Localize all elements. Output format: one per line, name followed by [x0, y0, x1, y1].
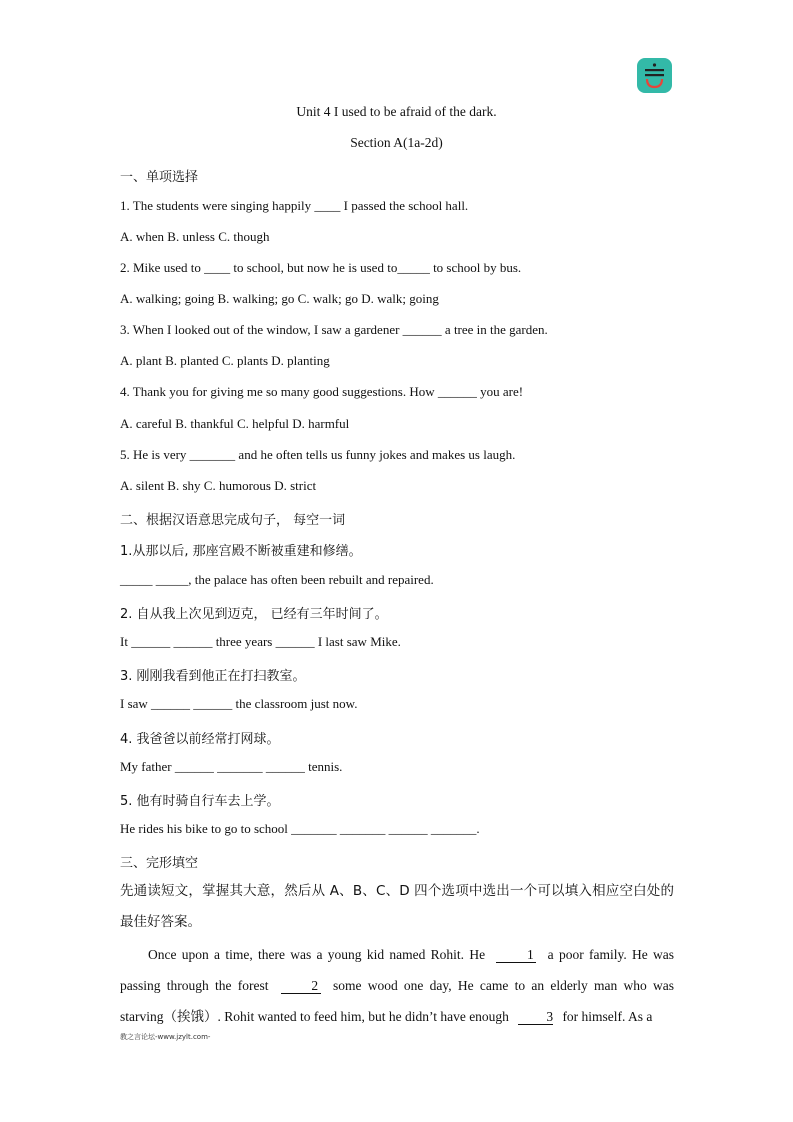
page-subtitle: Section A(1a-2d)	[350, 135, 443, 150]
section-heading-2: 二、根据汉语意思完成句子， 每空一词	[120, 513, 346, 528]
cloze-passage	[120, 939, 674, 1032]
options-2: A. walking; going B. walking; go C. walk; go D. walk; going	[120, 291, 439, 306]
passage-text-3: some wood one day, He came to an elderly man who was starving（挨饿）. Rohit wanted to feed him, but he didn’t have enough	[120, 978, 675, 1024]
section-heading-3: 三、完形填空	[120, 856, 199, 871]
options-5: A. silent B. shy C. humorous D. strict	[120, 478, 317, 493]
passage-text-2: a poor family. He was passing through the forest	[120, 947, 675, 993]
section-heading-1: 一、单项选择	[120, 170, 199, 185]
question-3: 3. When I looked out of the window, I saw a gardener ______ a tree in the garden.	[120, 322, 548, 337]
translation-4-en: My father ______ _______ ______ tennis.	[120, 759, 343, 774]
translation-3-en: I saw ______ ______ the classroom just now.	[120, 696, 358, 711]
question-2: 2. Mike used to ____ to school, but now he is used to_____ to school by bus.	[120, 260, 522, 275]
footer-watermark: 教之言论坛-www.jzylt.com-	[120, 1033, 211, 1041]
translation-1-en: _____ _____, the palace has often been rebuilt and repaired.	[120, 572, 434, 587]
translation-2-en: It ______ ______ three years ______ I last saw Mike.	[120, 634, 401, 649]
options-1: A. when B. unless C. though	[120, 229, 270, 244]
cloze-blank-1: 1	[496, 948, 536, 963]
page-title: Unit 4 I used to be afraid of the dark.	[296, 104, 497, 119]
app-logo	[637, 58, 672, 93]
translation-3-cn: 3. 刚刚我看到他正在打扫教室。	[120, 669, 306, 684]
app-logo-icon	[637, 58, 672, 93]
translation-5-cn: 5. 他有时骑自行车去上学。	[120, 794, 280, 809]
translation-1-cn: 1.从那以后, 那座宫殿不断被重建和修缮。	[120, 544, 362, 559]
translation-4-cn: 4. 我爸爸以前经常打网球。	[120, 732, 280, 747]
question-1: 1. The students were singing happily ____ I passed the school hall.	[120, 198, 469, 213]
passage-text-4: for himself. As a	[562, 1009, 653, 1024]
options-3: A. plant B. planted C. plants D. planting	[120, 353, 330, 368]
translation-2-cn: 2. 自从我上次见到迈克， 已经有三年时间了。	[120, 607, 388, 622]
passage-text-1: Once upon a time, there was a young kid named Rohit. He	[148, 947, 486, 962]
cloze-instruction-text: 先通读短文，掌握其大意，然后从 A、B、C、D 四个选项中选出一个可以填入相应空白处的最佳好答案。	[120, 883, 674, 930]
question-5: 5. He is very _______ and he often tells us funny jokes and makes us laugh.	[120, 447, 516, 462]
cloze-instruction	[120, 876, 674, 938]
cloze-blank-2: 2	[281, 979, 321, 994]
options-4: A. careful B. thankful C. helpful D. harmful	[120, 416, 350, 431]
translation-5-en: He rides his bike to go to school _______ _______ ______ _______.	[120, 821, 480, 836]
cloze-blank-3: 3	[518, 1010, 553, 1025]
question-4: 4. Thank you for giving me so many good suggestions. How ______ you are!	[120, 384, 524, 399]
